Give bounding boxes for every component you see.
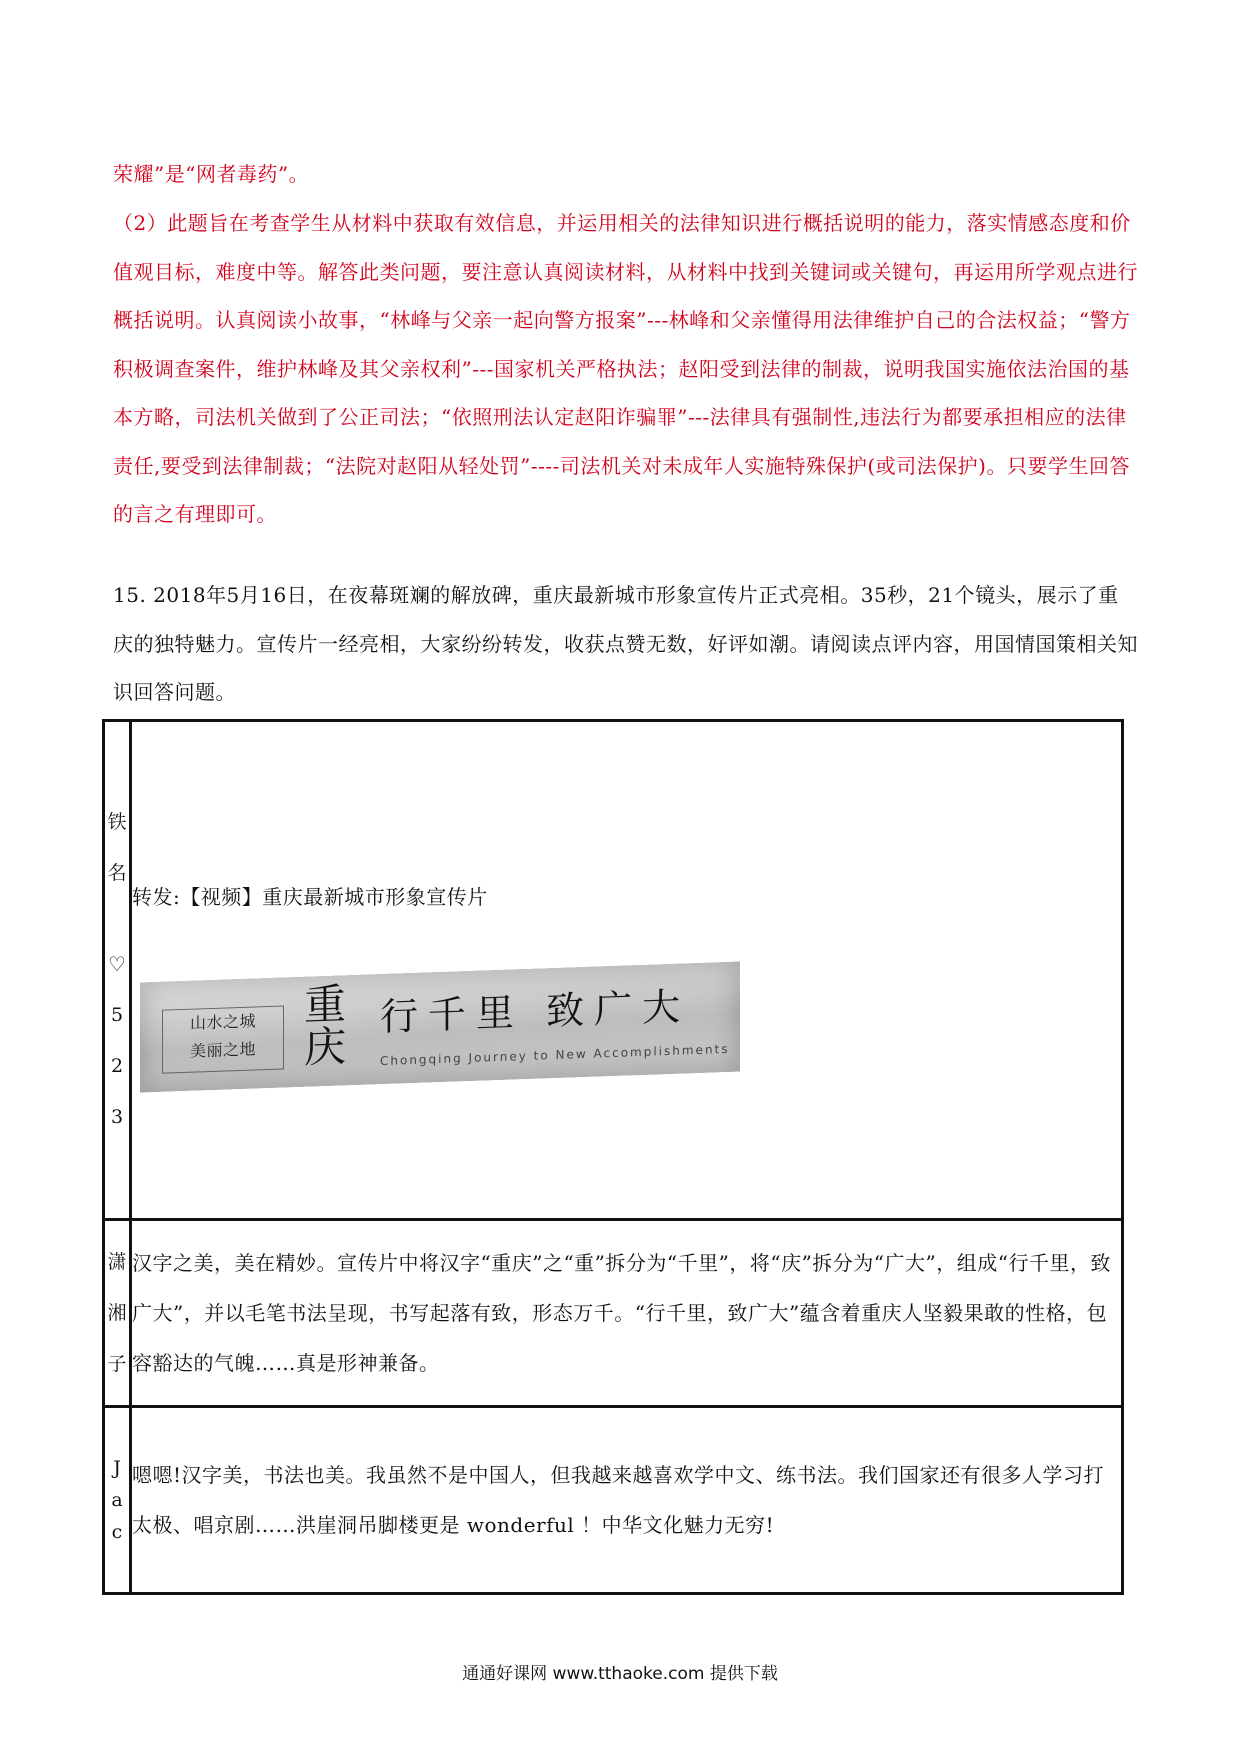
like-digit: 3 [110,1106,124,1128]
comment-row [104,1407,1123,1594]
banner-seal [162,1005,284,1073]
name-char: c [111,1521,123,1543]
comment-row [104,1220,1123,1407]
heart-icon[interactable]: ♡ [108,952,126,976]
answer-line-top: 荣耀”是“网者毒药”。 [113,162,310,186]
banner-slogan: 行千里 致广大 [380,984,691,1040]
commenter-name [104,1407,131,1594]
like-digit: 5 [110,1004,124,1026]
video-thumbnail[interactable] [140,962,740,1093]
question-15: 15. 2018年5月16日，在夜幕斑斓的解放碑，重庆最新城市形象宣传片正式亮相。35秒，21个镜头，展示了重庆的独特魅力。宣传片一经亮相，大家纷纷转发，收获点赞无数，好评如潮。请阅读点评内容，用国情国策相关知识回答问题。 [113,583,1138,704]
comments-table [102,719,1124,1595]
comment-row [104,721,1123,1220]
commenter-name [104,1220,131,1407]
page-footer: 通通好课网 www.tthaoke.com 提供下载 [462,1664,778,1684]
comment-text: 嗯嗯!汉字美，书法也美。我虽然不是中国人，但我越来越喜欢学中文、练书法。我们国家还有很多人学习打太极、唱京剧……洪崖洞吊脚楼更是 wonderful ！中华文化魅力无穷! [131,1407,1123,1594]
like-digit: 2 [110,1055,124,1077]
name-char: J [113,1457,121,1479]
name-char: 名 [107,862,127,884]
comment-text: 汉字之美，美在精妙。宣传片中将汉字“重庆”之“重”拆分为“千里”，将“庆”拆分为“广大”，组成“行千里，致广大”，并以毛笔书法呈现，书写起落有致，形态万千。“行千里，致广大”蕴含着重庆人坚毅果敢的性格，包容豁达的气魄……真是形神兼备。 [131,1220,1123,1407]
comment-body [131,721,1123,1220]
banner-english: Chongqing Journey to New Accomplishments [380,1041,730,1069]
name-char: 潇 [107,1250,127,1273]
commenter-name [104,721,131,1220]
name-char: 湘 [107,1301,127,1324]
banner-calligraphy-chongqing: 重庆 [298,981,347,1068]
comment-text: 转发:【视频】重庆最新城市形象宣传片 [132,885,488,909]
name-char: 铁 [107,811,127,833]
answer-part2: （2）此题旨在考查学生从材料中获取有效信息，并运用相关的法律知识进行概括说明的能力，落实情感态度和价值观目标，难度中等。解答此类问题，要注意认真阅读材料，从材料中找到关键词或关键句，再运用所学观点进行概括说明。认真阅读小故事，“林峰与父亲一起向警方报案”---林峰和父亲懂得用法律维护自己的合法权益；“警方积极调查案件，维护林峰及其父亲权利”---国家机关严格执法；赵阳受到法律的制裁，说明我国实施依法治国的基本方略，司法机关做到了公正司法；“依照刑法认定赵阳诈骗罪”---法律具有强制性,违法行为都要承担相应的法律责任,要受到法律制裁；“法院对赵阳从轻处罚”----司法机关对未成年人实施特殊保护(或司法保护)。只要学生回答的言之有理即可。 [113,211,1138,526]
name-char: 子 [107,1352,127,1375]
seal-line: 美丽之地 [189,1039,256,1061]
name-char: a [111,1489,123,1511]
seal-line: 山水之城 [189,1011,256,1033]
